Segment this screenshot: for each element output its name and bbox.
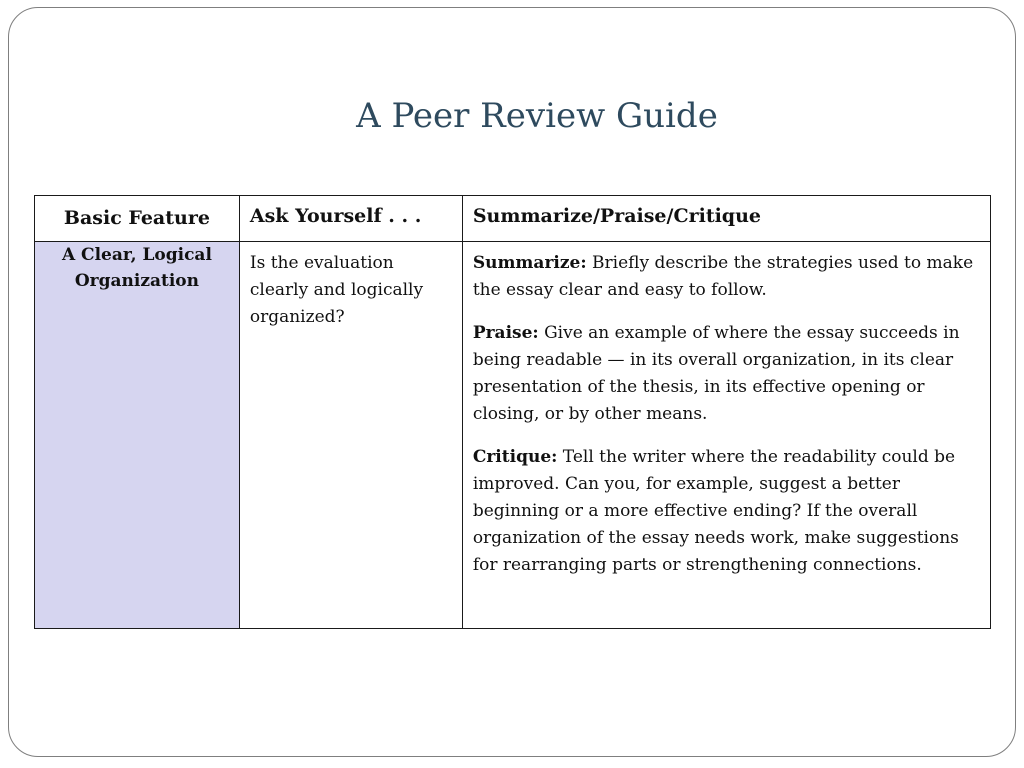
praise-label: Praise: xyxy=(472,323,539,343)
table-header-row xyxy=(35,196,991,242)
summarize-label: Summarize: xyxy=(472,253,587,273)
header-summarize-praise-critique: Summarize/Praise/Critique xyxy=(462,196,990,242)
question-cell: Is the evaluation clearly and logically organized? xyxy=(239,242,462,629)
praise-paragraph xyxy=(473,320,980,428)
praise-text: Give an example of where the essay succeeds in being readable — in its overall organization, in its clear presentation of the thesis, in its effective opening or closing, or by other means. xyxy=(472,323,960,424)
slide-title: A Peer Review Guide xyxy=(356,96,718,136)
table-row xyxy=(35,242,991,629)
spc-cell xyxy=(462,242,990,629)
summarize-paragraph xyxy=(473,250,980,304)
critique-label: Critique: xyxy=(472,447,558,467)
critique-paragraph xyxy=(473,444,980,579)
critique-text: Tell the writer where the readability could be improved. Can you, for example, suggest a better beginning or a more effective ending? If the overall organization of the essay needs work, make suggestions for rearranging parts or strengthening connections. xyxy=(472,447,959,575)
header-ask-yourself: Ask Yourself . . . xyxy=(239,196,462,242)
summarize-text: Briefly describe the strategies used to make the essay clear and easy to follow. xyxy=(472,253,974,300)
feature-cell: A Clear, Logical Organization xyxy=(35,242,240,629)
peer-review-table xyxy=(34,195,991,629)
header-basic-feature: Basic Feature xyxy=(35,196,240,242)
